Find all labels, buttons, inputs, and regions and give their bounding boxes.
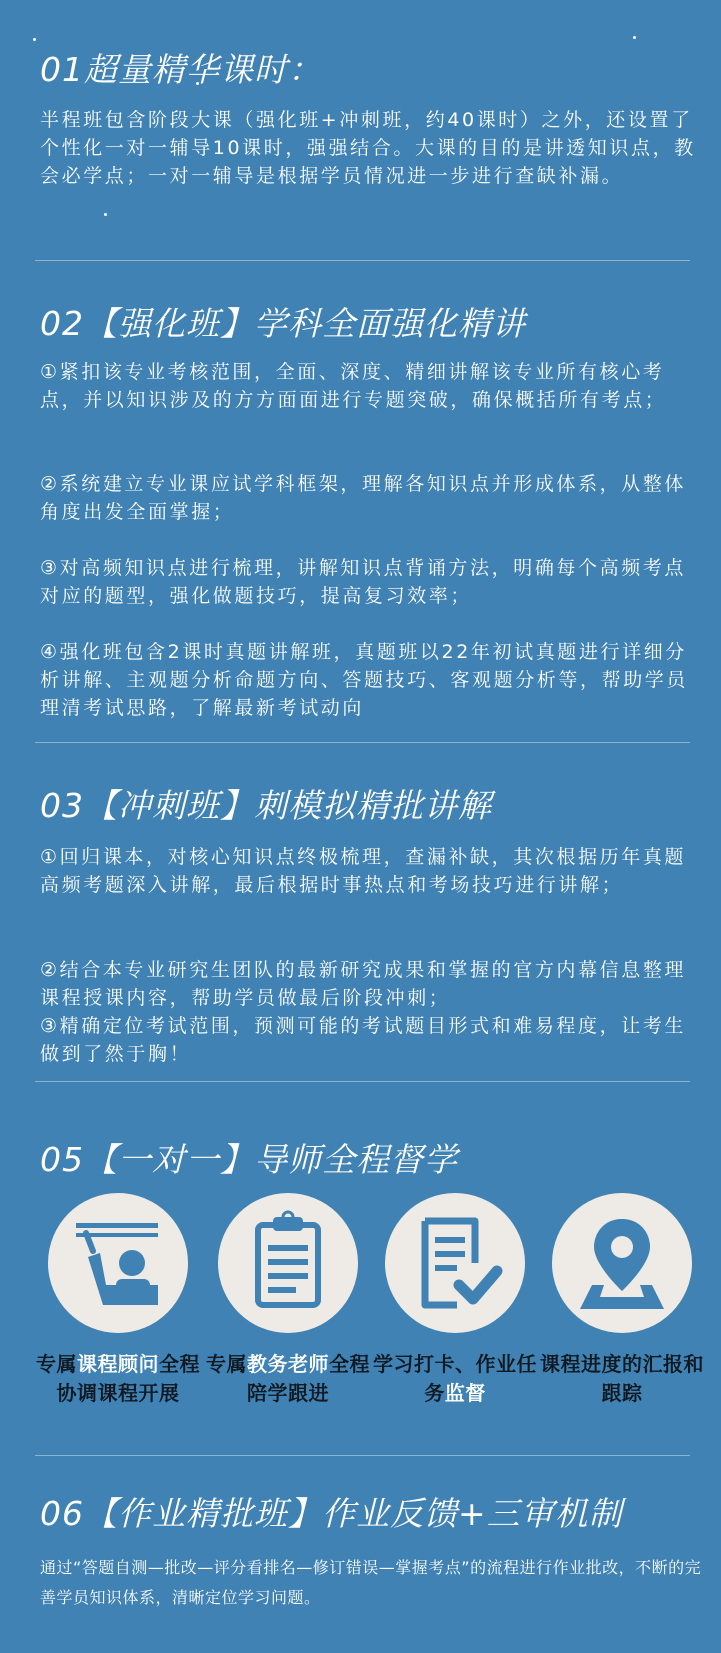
card-4-caption [537, 1350, 707, 1408]
sparkle-dot [104, 213, 107, 216]
section-06-body: 通过“答题自测—批改—评分看排名—修订错误—掌握考点”的流程进行作业批改，不断的完善学员知识体系，清晰定位学习问题。 [40, 1558, 702, 1607]
card-4-caption-a: 课程进度的汇报和跟踪 [540, 1352, 704, 1405]
teacher-icon [48, 1193, 188, 1333]
card-2-caption-c: 全程陪学跟进 [247, 1352, 370, 1405]
section-02-item-4: ④强化班包含2课时真题讲解班，真题班以22年初试真题进行详细分析讲解、主观题分析命题方向、答题技巧、客观题分析等，帮助学员理清考试思路，了解最新考试动向 [40, 641, 689, 719]
card-1-caption-c: 全程协调课程开展 [56, 1352, 200, 1405]
card-3-circle [385, 1193, 525, 1333]
card-1-circle [48, 1193, 188, 1333]
card-3-caption-a: 学习打卡、作业任务 [373, 1352, 537, 1405]
divider [35, 742, 690, 743]
card-4-circle [552, 1193, 692, 1333]
section-02-item-2: ②系统建立专业课应试学科框架，理解各知识点并形成体系，从整体角度出发全面掌握； [40, 473, 687, 523]
card-2-circle [218, 1193, 358, 1333]
card-2-caption-highlight: 教务老师 [247, 1352, 329, 1376]
section-05-title: 05【一对一】导师全程督学 [40, 1140, 458, 1179]
section-03-title: 03【冲刺班】刺模拟精批讲解 [40, 786, 492, 825]
section-02-title: 02【强化班】学科全面强化精讲 [40, 304, 526, 343]
card-1-caption [33, 1350, 203, 1408]
location-map-icon [552, 1193, 692, 1333]
section-03-item-3: ③精确定位考试范围，预测可能的考试题目形式和难易程度，让考生做到了然于胸！ [40, 1015, 687, 1065]
divider [35, 1081, 690, 1082]
section-03-item-2: ②结合本专业研究生团队的最新研究成果和掌握的官方内幕信息整理课程授课内容，帮助学员做最后阶段冲刺； [40, 959, 687, 1009]
sparkle-dot [633, 36, 636, 39]
section-01-title: 01超量精华课时： [40, 50, 322, 89]
divider [35, 260, 690, 261]
sparkle-dot [33, 38, 36, 41]
divider [35, 1455, 690, 1456]
card-3-caption-highlight: 监督 [444, 1381, 486, 1405]
section-02-item-3: ③对高频知识点进行梳理，讲解知识点背诵方法，明确每个高频考点对应的题型，强化做题技巧，提高复习效率； [40, 557, 687, 607]
card-2-caption [203, 1350, 373, 1408]
card-1-caption-highlight: 课程顾问 [77, 1352, 159, 1376]
section-06-title: 06【作业精批班】作业反馈+三审机制 [40, 1494, 623, 1533]
section-03-item-1: ①回归课本，对核心知识点终极梳理，查漏补缺，其次根据历年真题高频考题深入讲解，最后根据时事热点和考场技巧进行讲解； [40, 846, 687, 896]
clipboard-icon [218, 1193, 358, 1333]
section-02-item-1: ①紧扣该专业考核范围，全面、深度、精细讲解该专业所有核心考点，并以知识涉及的方方面面进行专题突破，确保概括所有考点； [40, 361, 667, 411]
checklist-icon [385, 1193, 525, 1333]
card-1-caption-a: 专属 [36, 1352, 77, 1376]
card-3-caption [370, 1350, 540, 1408]
section-01-body: 半程班包含阶段大课（强化班+冲刺班，约40课时）之外，还设置了个性化一对一辅导10课时，强强结合。大课的目的是讲透知识点，教会必学点；一对一辅导是根据学员情况进一步进行查缺补漏。 [40, 109, 696, 187]
card-2-caption-a: 专属 [206, 1352, 247, 1376]
